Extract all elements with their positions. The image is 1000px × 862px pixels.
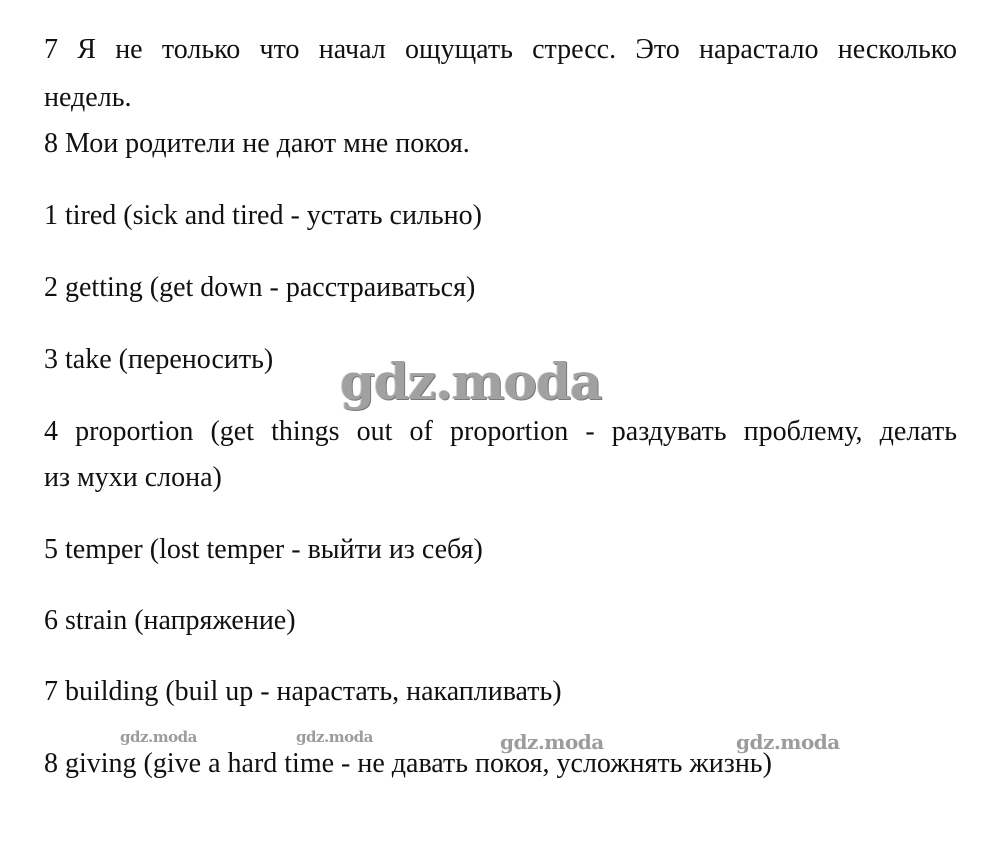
watermark-small: gdz.moda	[296, 728, 373, 746]
answer-line-3: 3 take (переносить)	[44, 344, 274, 375]
answer-line-4a: 4 proportion (get things out of proportion - раздувать проблему, делать	[44, 416, 957, 447]
text-line-translation-7b: недель.	[44, 82, 132, 113]
watermark-small: gdz.moda	[500, 730, 604, 754]
answer-line-6: 6 strain (напряжение)	[44, 605, 296, 636]
answer-line-2: 2 getting (get down - расстраиваться)	[44, 272, 476, 303]
answer-line-1: 1 tired (sick and tired - устать сильно)	[44, 200, 482, 231]
text-line-translation-8: 8 Мои родители не дают мне покоя.	[44, 128, 470, 159]
answer-line-4b: из мухи слона)	[44, 462, 222, 493]
watermark-small: gdz.moda	[736, 730, 840, 754]
answer-line-8: 8 giving (give a hard time - не давать покоя, усложнять жизнь)	[44, 748, 772, 779]
answer-line-5: 5 temper (lost temper - выйти из себя)	[44, 534, 483, 565]
answer-line-7: 7 building (buil up - нарастать, накапливать)	[44, 676, 562, 707]
text-line-translation-7a: 7 Я не только что начал ощущать стресс. Это нарастало несколько	[44, 34, 957, 65]
watermark-main: gdz.moda	[340, 352, 602, 411]
watermark-small: gdz.moda	[120, 728, 197, 746]
